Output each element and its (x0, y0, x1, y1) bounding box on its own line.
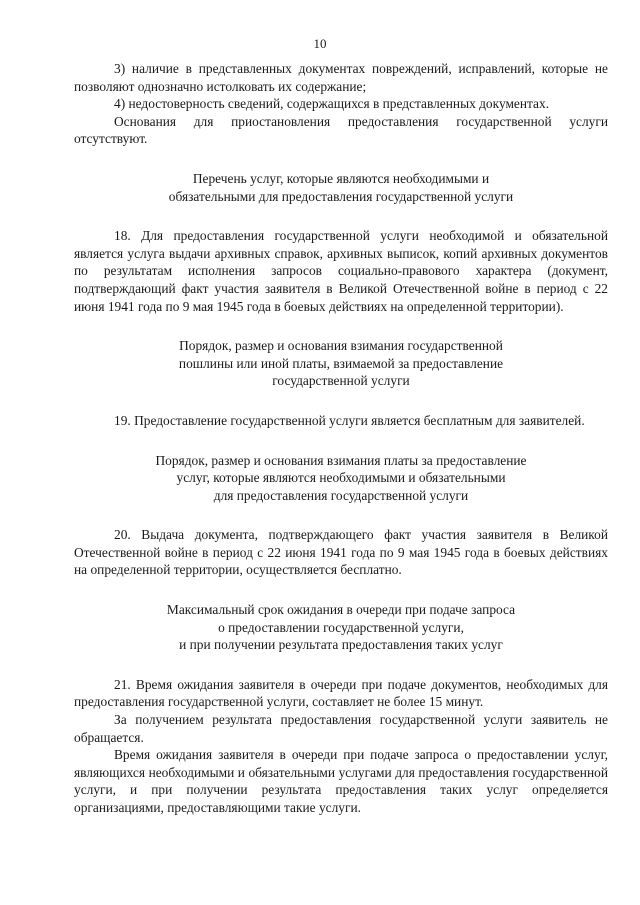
heading-line: для предоставления государственной услуги (213, 487, 469, 503)
heading-line: о предоставлении государственной услуги, (218, 619, 464, 635)
heading-line: и при получении результата предоставления таких услуг (179, 637, 503, 653)
paragraph-no-applicant-visit: За получением результата предоставления государственной услуги заявитель не обращается. (74, 712, 608, 745)
heading-line: обязательными для предоставления государственной услуги (168, 188, 514, 204)
paragraph-19: 19. Предоставление государственной услуги является бесплатным для заявителей. (114, 412, 585, 428)
paragraph-item-4: 4) недостоверность сведений, содержащихся в представленных документах. (114, 96, 550, 112)
heading-line: Порядок, размер и основания взимания государственной (179, 338, 503, 354)
heading-line: пошлины или иной платы, взимаемой за предоставление (178, 355, 504, 371)
section-heading-required-services (74, 170, 608, 205)
section-heading-state-fee (74, 337, 608, 390)
document-body (74, 60, 608, 817)
paragraph-queue-other-services: Время ожидания заявителя в очереди при подаче запроса о предоставлении услуг, являющихся необходимыми и обязательными услугами для предоставления государственной услуги, и при получении результата предоставления таких услуг определяется организациями, предоставляющими такие услуги. (74, 747, 608, 815)
paragraph-20: 20. Выдача документа, подтверждающего факт участия заявителя в Великой Отечественной войне в период с 22 июня 1941 года по 9 мая 1945 года в боевых действиях на определенной территории, осуществляется бесплатно. (74, 527, 608, 578)
section-heading-fee-for-services (74, 452, 608, 505)
section-heading-queue-time (74, 601, 608, 654)
page-number: 10 (313, 36, 327, 51)
heading-line: Порядок, размер и основания взимания платы за предоставление (155, 452, 527, 468)
paragraph-item-3: 3) наличие в представленных документах повреждений, исправлений, которые не позволяют однозначно истолковать их содержание; (74, 61, 608, 94)
heading-line: Максимальный срок ожидания в очереди при подаче запроса (166, 602, 516, 618)
paragraph-21: 21. Время ожидания заявителя в очереди при подаче документов, необходимых для предоставления государственной услуги, составляет не более 15 минут. (74, 676, 608, 710)
heading-line: Перечень услуг, которые являются необходимыми и (192, 170, 490, 186)
heading-line: услуг, которые являются необходимыми и обязательными (176, 470, 506, 486)
paragraph-18: 18. Для предоставления государственной услуги необходимой и обязательной является услуга выдачи архивных справок, архивных выписок, копий архивных документов по результатам исполнения запросов социально-правового характера (документ, подтверждающий факт участия заявителя в Великой Отечественной войне в период с 22 июня 1941 года по 9 мая 1945 года в боевых действиях на определенной территории). (74, 228, 608, 314)
heading-line: государственной услуги (272, 373, 410, 389)
paragraph-no-suspension: Основания для приостановления предоставления государственной услуги отсутствуют. (74, 113, 608, 147)
